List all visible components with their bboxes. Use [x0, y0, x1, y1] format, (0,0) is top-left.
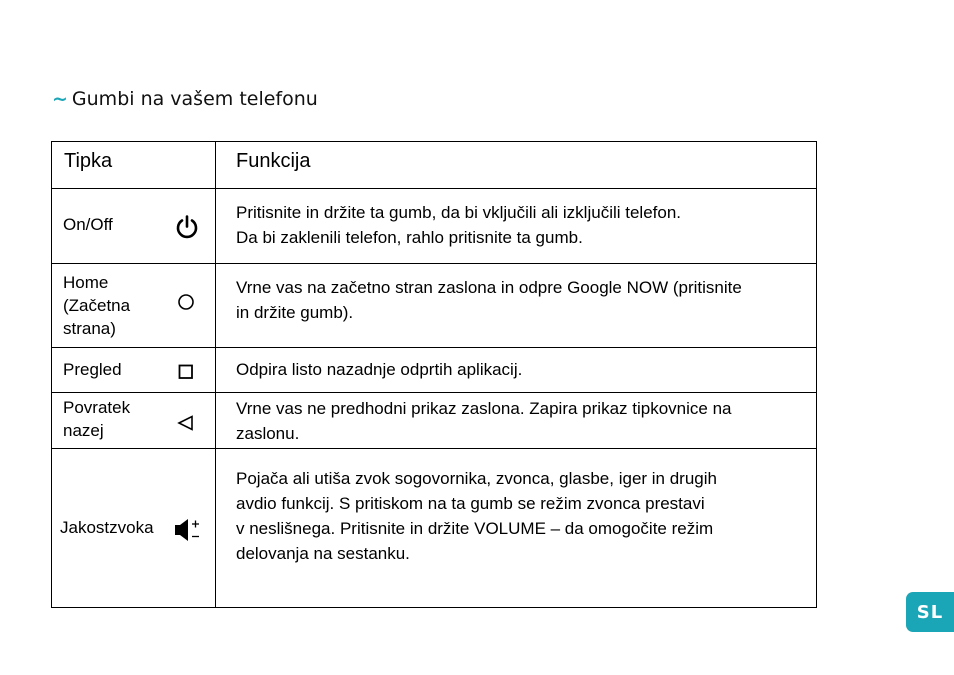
buttons-table: [51, 141, 817, 608]
function-cell: Vrne vas ne predhodni prikaz zaslona. Zapira prikaz tipkovnice na zaslonu.: [216, 393, 817, 449]
function-cell: Vrne vas na začetno stran zaslona in odpre Google NOW (pritisnite in držite gumb).: [216, 264, 817, 348]
table-row: [52, 449, 817, 608]
table-row: [52, 189, 817, 264]
function-cell: Pritisnite in držite ta gumb, da bi vključili ali izključili telefon. Da bi zaklenili telefon, rahlo pritisnite ta gumb.: [216, 189, 817, 264]
key-cell-back: Povratek nazej: [52, 393, 216, 449]
function-cell: Pojača ali utiša zvok sogovornika, zvonca, glasbe, iger in drugih avdio funkcij. S pritiskom na ta gumb se režim zvonca prestavi v neslišnega. Pritisnite in držite VOLUME – da omogočite režim delovanja na sestanku.: [216, 449, 817, 608]
language-badge: SL: [906, 592, 954, 632]
overview-square-icon: [178, 364, 194, 380]
key-label: Pregled: [63, 360, 122, 379]
table-row: [52, 264, 817, 348]
table-header-row: [52, 142, 817, 189]
table-row: [52, 393, 817, 449]
key-cell-home: Home (Začetna strana): [52, 264, 216, 348]
section-title-text: Gumbi na vašem telefonu: [71, 88, 318, 110]
key-cell-volume: [52, 449, 216, 608]
key-label: On/Off: [63, 215, 113, 234]
header-function: Funkcija: [216, 142, 817, 189]
key-label: Jakostzvoka: [60, 518, 154, 537]
home-circle-icon: [177, 293, 195, 311]
section-tilde: ~: [52, 88, 68, 110]
function-cell: Odpira listo nazadnje odprtih aplikacij.: [216, 348, 817, 393]
key-cell-onoff: [52, 189, 216, 264]
back-triangle-icon: [177, 414, 195, 432]
table-row: [52, 348, 817, 393]
power-icon: [174, 214, 200, 240]
section-title: [52, 88, 318, 110]
header-key: Tipka: [52, 142, 216, 189]
key-cell-overview: [52, 348, 216, 393]
volume-icon: [174, 518, 202, 542]
